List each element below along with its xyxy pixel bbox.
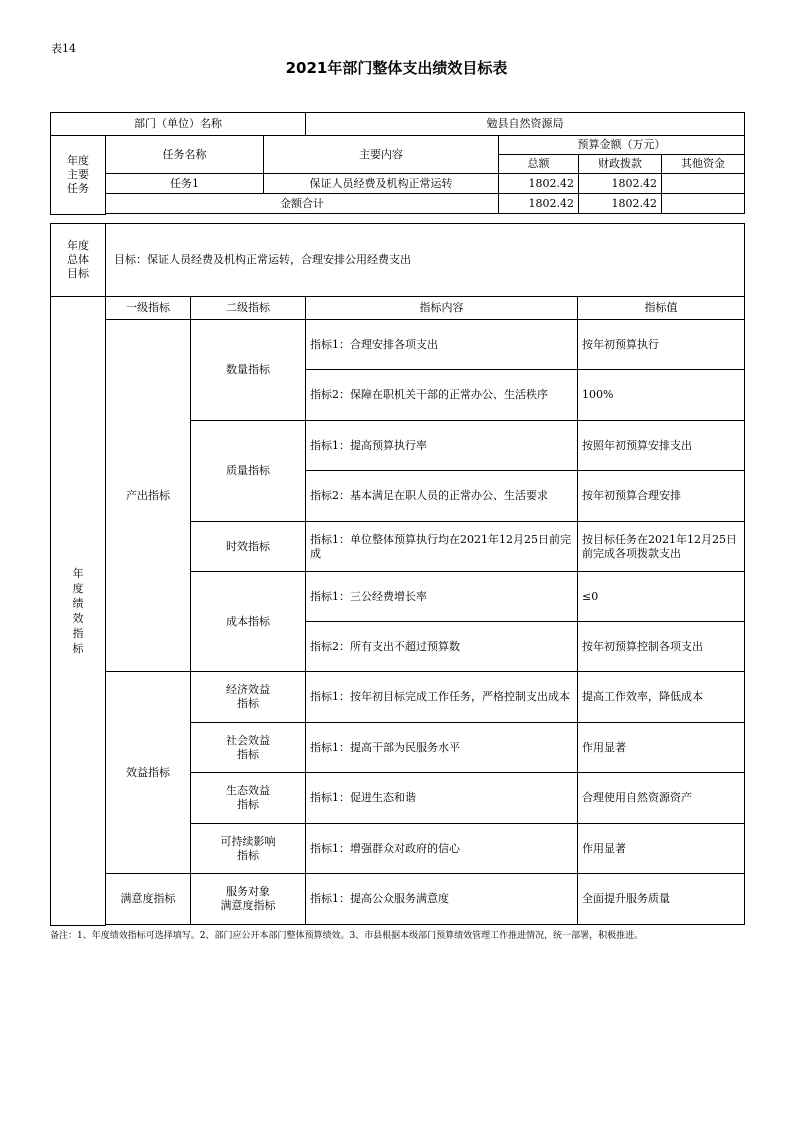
indicator-content: 指标1：提高公众服务满意度 <box>306 874 578 925</box>
quantity-label: 数量指标 <box>191 320 306 421</box>
level1-header: 一级指标 <box>106 297 191 320</box>
indicator-value: 按年初预算控制各项支出 <box>578 622 745 672</box>
sum-total: 1802.42 <box>499 194 579 214</box>
sum-other <box>662 194 745 214</box>
indicator-value: 按照年初预算安排支出 <box>578 421 745 471</box>
task-fiscal: 1802.42 <box>579 174 662 194</box>
indicator-value: 按目标任务在2021年12月25日前完成各项拨款支出 <box>578 522 745 572</box>
page-title: 2021年部门整体支出绩效目标表 <box>285 59 508 77</box>
timeliness-label: 时效指标 <box>191 522 306 572</box>
sum-label: 金额合计 <box>106 194 499 214</box>
task-name: 任务1 <box>106 174 264 194</box>
footnote: 备注：1、年度绩效指标可选择填写。2、部门应公开本部门整体预算绩效。3、市县根据本级部门预算绩效管理工作推进情况，统一部署，积极推进。 <box>50 931 644 941</box>
indicator-content: 指标1：促进生态和谐 <box>306 773 578 824</box>
indicator-content: 指标1：单位整体预算执行均在2021年12月25日前完成 <box>306 522 578 572</box>
indicator-value: 全面提升服务质量 <box>578 874 745 925</box>
economic-label: 经济效益 指标 <box>191 672 306 723</box>
task-name-header: 任务名称 <box>106 136 264 174</box>
satisfaction-sub-label: 服务对象 满意度指标 <box>191 874 306 925</box>
sum-row <box>51 194 745 214</box>
indicator-value: 提高工作效率，降低成本 <box>578 672 745 723</box>
indicator-value: ≤0 <box>578 572 745 622</box>
table-row <box>51 320 745 370</box>
benefit-label: 效益指标 <box>106 672 191 874</box>
tasks-section-label: 年度 主要 任务 <box>51 136 106 215</box>
social-label: 社会效益 指标 <box>191 723 306 773</box>
ecological-label: 生态效益 指标 <box>191 773 306 824</box>
output-label: 产出指标 <box>106 320 191 672</box>
dept-value: 勉县自然资源局 <box>306 113 745 136</box>
indicator-content: 指标1：三公经费增长率 <box>306 572 578 622</box>
task-row <box>51 174 745 194</box>
indicator-content: 指标1：提高干部为民服务水平 <box>306 723 578 773</box>
performance-table <box>50 112 745 136</box>
indicator-content: 指标2：基本满足在职人员的正常办公、生活要求 <box>306 471 578 522</box>
goal-row <box>51 224 745 297</box>
indicator-content: 指标2：保障在职机关干部的正常办公、生活秩序 <box>306 370 578 421</box>
cost-label: 成本指标 <box>191 572 306 672</box>
goal-label: 年度 总体 目标 <box>51 224 106 297</box>
indicators-section-label: 年 度 绩 效 指 标 <box>51 297 106 926</box>
tasks-table <box>50 135 745 215</box>
total-header: 总额 <box>499 155 579 174</box>
goal-text: 目标：保证人员经费及机构正常运转，合理安排公用经费支出 <box>106 224 745 297</box>
indicator-content: 指标1：按年初目标完成工作任务，严格控制支出成本 <box>306 672 578 723</box>
indicator-content: 指标1：合理安排各项支出 <box>306 320 578 370</box>
table-row <box>51 874 745 925</box>
indicator-value: 作用显著 <box>578 824 745 874</box>
indicator-value: 合理使用自然资源资产 <box>578 773 745 824</box>
indicator-content: 指标1：增强群众对政府的信心 <box>306 824 578 874</box>
indicator-value: 按年初预算执行 <box>578 320 745 370</box>
indicator-value: 作用显著 <box>578 723 745 773</box>
goal-table <box>50 223 745 297</box>
dept-label: 部门（单位）名称 <box>51 113 306 136</box>
fiscal-header: 财政拨款 <box>579 155 662 174</box>
sum-fiscal: 1802.42 <box>579 194 662 214</box>
sustainable-label: 可持续影响 指标 <box>191 824 306 874</box>
table-number: 表14 <box>51 42 76 55</box>
indicator-content: 指标1：提高预算执行率 <box>306 421 578 471</box>
dept-row <box>51 113 745 136</box>
other-header: 其他资金 <box>662 155 745 174</box>
task-content: 保证人员经费及机构正常运转 <box>264 174 499 194</box>
task-other <box>662 174 745 194</box>
table-row <box>51 672 745 723</box>
indicator-content-header: 指标内容 <box>306 297 578 320</box>
task-total: 1802.42 <box>499 174 579 194</box>
budget-header: 预算金额（万元） <box>499 136 745 155</box>
indicator-content: 指标2：所有支出不超过预算数 <box>306 622 578 672</box>
indicator-value: 100% <box>578 370 745 421</box>
content-header: 主要内容 <box>264 136 499 174</box>
indicator-value: 按年初预算合理安排 <box>578 471 745 522</box>
level2-header: 二级指标 <box>191 297 306 320</box>
indicator-value-header: 指标值 <box>578 297 745 320</box>
satisfaction-label: 满意度指标 <box>106 874 191 925</box>
quality-label: 质量指标 <box>191 421 306 522</box>
indicators-table <box>50 296 745 926</box>
